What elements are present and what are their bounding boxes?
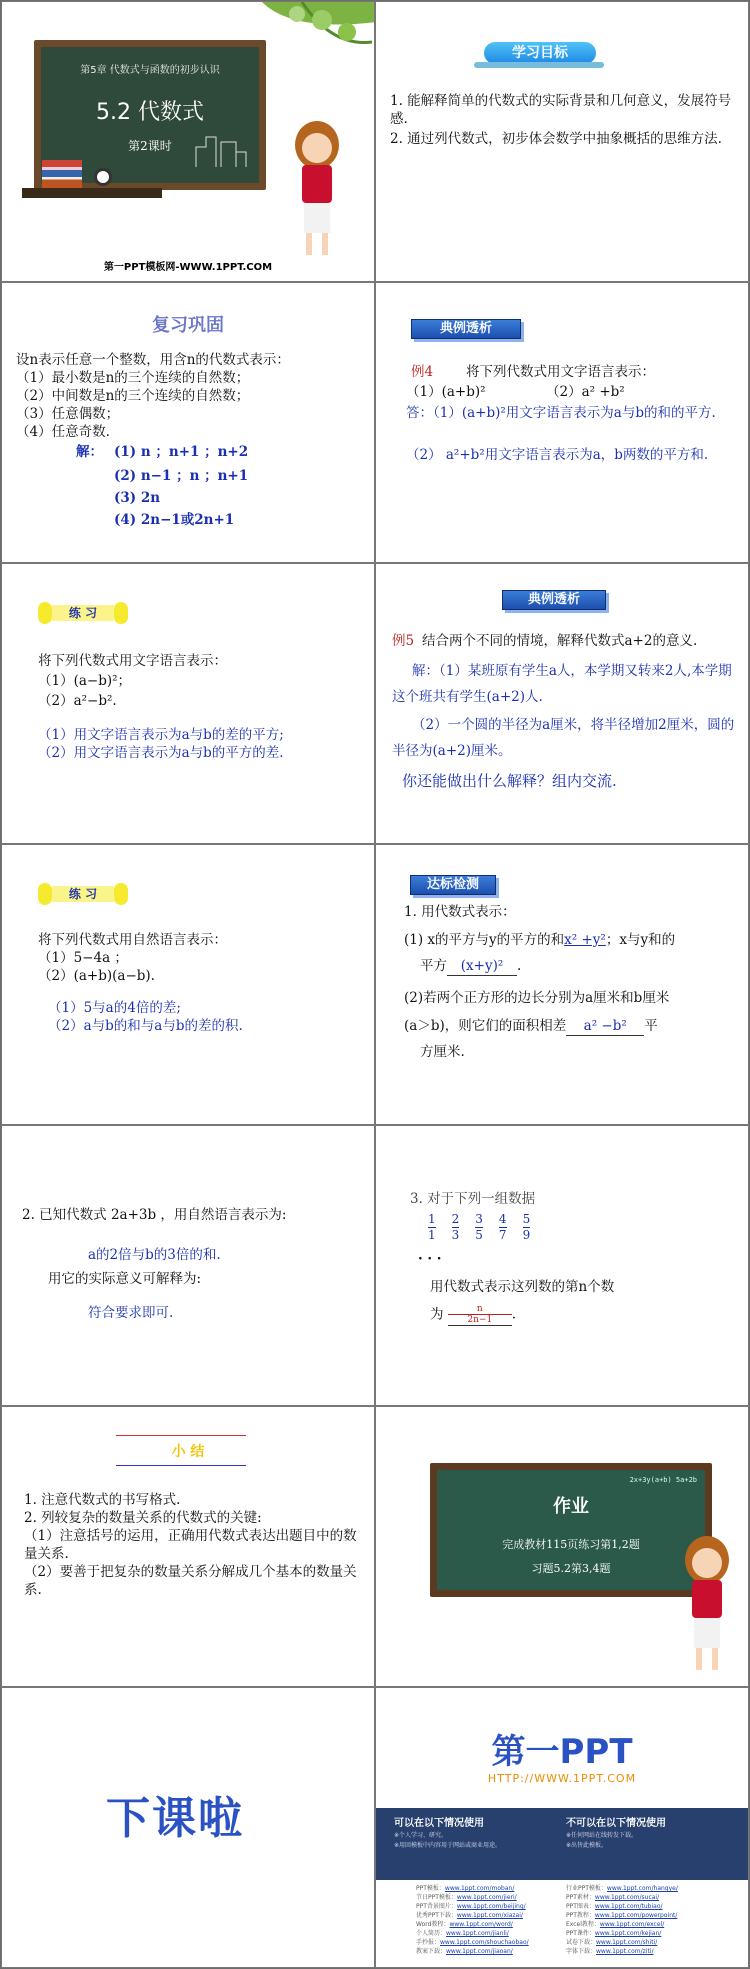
site-footer: 第一PPT模板网-WWW.1PPT.COM	[103, 262, 273, 273]
resource-link-row	[566, 1920, 678, 1929]
assessment-line-5: 方厘米.	[420, 1044, 465, 1060]
example-question: 结合两个不同的情境，解释代数式a+2的意义.	[422, 633, 698, 649]
fraction-denominator: 3	[451, 1228, 460, 1242]
resource-link-label: PPT课件：	[566, 1930, 595, 1937]
resource-link[interactable]: www.1ppt.com/shiti/	[596, 1939, 658, 1946]
teacher-illustration	[282, 120, 352, 260]
practice-answer: （2）a与b的和与a与b的差的积.	[48, 1018, 243, 1034]
resource-link[interactable]: www.1ppt.com/moban/	[444, 1885, 515, 1892]
example-answer: 解：（1）某班原有学生a人，本学期又转来2人,本学期这个班共有学生(a+2)人.	[392, 663, 732, 705]
ellipsis: · · ·	[418, 1251, 442, 1267]
resource-link-label: 试卷下载：	[566, 1939, 597, 1946]
board-scribble: 2x+3y(a+b) 5a+2b	[629, 1476, 697, 1484]
example-question: 将下列代数式用文字语言表示：	[466, 364, 655, 380]
assessment-text: (a＞b)，则它们的面积相差	[404, 1018, 567, 1034]
summary-item: 2. 列较复杂的数量关系的代数式的关键:	[24, 1510, 262, 1526]
resource-link-label: 教案下载：	[416, 1948, 447, 1955]
slide-example-4	[375, 282, 749, 563]
slide-grid	[1, 1, 749, 1968]
objective-2: 2. 通过列代数式，初步体会数学中抽象概括的思维方法.	[390, 131, 722, 147]
can-use-heading: 可以在以下情况使用	[394, 1818, 484, 1829]
resource-link-label: PPT教程：	[566, 1912, 595, 1919]
slide-credits	[375, 1687, 749, 1968]
practice-answer: （1）用文字语言表示为a与b的差的平方;	[38, 727, 284, 743]
slide-example-5	[375, 563, 749, 844]
resource-link[interactable]: www.1ppt.com/tubiao/	[594, 1903, 663, 1910]
slide-review	[1, 282, 375, 563]
slide-summary	[1, 1406, 375, 1687]
practice-answer: （2）用文字语言表示为a与b的平方的差.	[38, 745, 284, 761]
resource-link[interactable]: www.1ppt.com/excel/	[599, 1921, 665, 1928]
summary-rule	[116, 1435, 246, 1436]
resource-link[interactable]: www.1ppt.com/powerpoint/	[594, 1912, 678, 1919]
assessment-line-4	[404, 1017, 658, 1036]
answer-line: (3) 2n	[114, 490, 161, 506]
resource-link-label: 节日PPT模板：	[416, 1894, 457, 1901]
practice-tag-label: 练 习	[52, 605, 114, 621]
resource-link-label: PPT素材：	[566, 1894, 595, 1901]
links-right	[566, 1884, 678, 1956]
resource-link-label: 手抄报：	[416, 1939, 441, 1946]
fraction-numerator: 4	[498, 1212, 507, 1226]
resource-link-row	[416, 1947, 529, 1956]
practice-tag	[38, 602, 128, 624]
fraction-answer	[448, 1304, 512, 1326]
question-3-task: 用代数式表示这列数的第n个数	[430, 1279, 615, 1295]
fraction-numerator: 1	[428, 1212, 436, 1226]
assessment-text: .	[517, 958, 522, 974]
resource-link-label: 字体下载：	[566, 1948, 597, 1955]
slide-main-title: 5.2 代数式	[96, 100, 204, 125]
chalk-city-drawing	[191, 122, 251, 172]
resource-link-row	[566, 1929, 678, 1938]
example-number: 例5	[392, 633, 415, 649]
practice-question: 将下列代数式用自然语言表示：	[38, 932, 227, 948]
resource-link-row	[566, 1902, 678, 1911]
summary-item: （2）要善于把复杂的数量关系分解成几个基本的数量关系.	[24, 1564, 357, 1598]
answer-blank: a² −b²	[566, 1017, 644, 1036]
resource-link[interactable]: www.1ppt.com/xiazai/	[456, 1912, 523, 1919]
banner-underline	[474, 62, 604, 68]
assessment-text: (1) x的平方与y的平方的和	[404, 932, 565, 948]
homework-line: 完成教材115页练习第1,2题	[502, 1538, 640, 1551]
resource-link-label: Word教程：	[416, 1921, 450, 1928]
practice-tag-label: 练 习	[52, 886, 114, 902]
assessment-text: 平方	[420, 958, 447, 974]
assessment-line-2	[420, 957, 521, 976]
practice-answer: （1）5与a的4倍的差;	[48, 1000, 181, 1016]
lesson-label: 第2课时	[128, 139, 172, 153]
discussion-prompt: 你还能做出什么解释？组内交流.	[402, 772, 617, 790]
resource-link[interactable]: www.1ppt.com/jiaoan/	[446, 1948, 513, 1955]
example-answer: （2） a²+b²用文字语言表示为a，b两数的平方和.	[406, 447, 709, 463]
example-part: （2）a² +b²	[546, 384, 625, 400]
resource-link[interactable]: www.1ppt.com/word/	[449, 1921, 513, 1928]
resource-link-row	[416, 1929, 529, 1938]
assessment-line-3: (2)若两个正方形的边长分别为a厘米和b厘米	[404, 990, 670, 1006]
sequence-fraction	[452, 1212, 460, 1243]
example-number: 例4	[411, 364, 434, 380]
slide-practice-2	[1, 844, 375, 1125]
review-item: （4）任意奇数.	[16, 424, 110, 440]
assessment-text: ；x与y和的	[605, 932, 676, 948]
resource-link-label: 行业PPT模板：	[566, 1885, 607, 1892]
fraction-numerator: 3	[475, 1212, 483, 1226]
resource-link-row	[416, 1920, 529, 1929]
homework-line: 习题5.2第3,4题	[531, 1562, 611, 1575]
question-2: 2. 已知代数式 2a+3b ，用自然语言表示为:	[22, 1207, 287, 1223]
slide-end	[1, 1687, 375, 1968]
fraction-denominator: 7	[498, 1228, 507, 1242]
answer-blank: x² +y²	[564, 932, 606, 948]
resource-link-label: 优秀PPT下载：	[416, 1912, 457, 1919]
practice-part: （2）(a+b)(a−b).	[38, 968, 155, 984]
resource-link[interactable]: www.1ppt.com/kejian/	[594, 1930, 662, 1937]
review-question: 设n表示任意一个整数，用含n的代数式表示：	[16, 352, 290, 368]
resource-link-row	[566, 1884, 678, 1893]
resource-link-row	[566, 1947, 678, 1956]
slide-assessment	[375, 844, 749, 1125]
desk-edge	[22, 188, 162, 198]
assessment-question: 1. 用代数式表示：	[404, 904, 516, 920]
homework-title: 作业	[553, 1496, 589, 1517]
resource-link-row	[416, 1893, 529, 1902]
end-text: 下课啦	[106, 1793, 244, 1844]
answer-line: (2) n−1 ；n ；n+1	[114, 468, 249, 484]
chapter-label: 第5章 代数式与函数的初步认识	[80, 65, 220, 76]
fraction-denominator: 2n−1	[448, 1314, 512, 1325]
resource-link[interactable]: www.1ppt.com/sucai/	[594, 1894, 660, 1901]
question-3-answer-line	[430, 1304, 516, 1326]
slide-question-2	[1, 1125, 375, 1406]
summary-rule	[116, 1465, 246, 1466]
clock-icon	[94, 168, 112, 186]
resource-link-row	[566, 1893, 678, 1902]
answer-line: (1) n ；n+1 ；n+2	[114, 444, 249, 460]
assessment-text: 为	[430, 1306, 444, 1323]
fraction-denominator: 1	[428, 1228, 436, 1242]
teacher-illustration	[672, 1535, 742, 1675]
resource-link-label: PPT背景图片：	[416, 1903, 457, 1910]
assessment-line-1	[404, 931, 675, 949]
can-use-item: ※用回模板中内容用于网站或商业用途。	[394, 1842, 502, 1849]
cannot-use-item: ※出售此模板。	[566, 1842, 608, 1849]
fraction-denominator: 5	[475, 1228, 483, 1242]
links-left	[416, 1884, 529, 1956]
example-part: （1）(a+b)²	[406, 384, 486, 400]
sequence-fraction	[428, 1212, 436, 1243]
resource-link[interactable]: www.1ppt.com/shouchaobao/	[440, 1939, 529, 1946]
resource-link[interactable]: www.1ppt.com/ziti/	[596, 1948, 654, 1955]
objective-1: 1. 能解释简单的代数式的实际背景和几何意义，发展符号感.	[390, 93, 732, 127]
answer-2: 符合要求即可.	[88, 1305, 174, 1321]
slide-title	[1, 1, 375, 282]
summary-title: 小 结	[171, 1444, 205, 1460]
resource-link-row	[566, 1938, 678, 1947]
question-3: 3. 对于下列一组数据	[410, 1191, 536, 1207]
resource-link-label: 个人简历：	[416, 1930, 447, 1937]
logo-text: 第一PPT	[491, 1732, 633, 1772]
resource-link-label: PPT模板：	[416, 1885, 445, 1892]
sequence-fraction	[523, 1212, 531, 1243]
can-use-item: ※个人学习、研究。	[394, 1832, 448, 1839]
answer-label: 解：	[76, 444, 103, 460]
example-banner: 典例透析	[411, 319, 521, 339]
fraction-numerator: n	[476, 1304, 483, 1314]
example-answer: （2）一个圆的半径为a厘米，将半径增加2厘米，圆的半径为(a+2)厘米。	[392, 717, 735, 759]
example-banner: 典例透析	[502, 590, 606, 610]
practice-tag	[38, 883, 128, 905]
resource-link-row	[416, 1938, 529, 1947]
usage-panel	[376, 1808, 748, 1880]
fraction-numerator: 2	[451, 1212, 460, 1226]
logo-url: HTTP://WWW.1PPT.COM	[487, 1772, 637, 1785]
question-2-followup: 用它的实际意义可解释为:	[48, 1271, 202, 1287]
answer-1: a的2倍与b的3倍的和.	[88, 1247, 221, 1263]
number-sequence	[420, 1212, 538, 1243]
review-item: （2）中间数是n的三个连续的自然数；	[16, 388, 250, 404]
practice-part: （2）a²−b².	[38, 693, 117, 709]
cannot-use-item: ※任何网站在线转发下载。	[566, 1832, 638, 1839]
example-answer: 答：（1）(a+b)²用文字语言表示为a与b的和的平方.	[406, 405, 716, 421]
summary-item: （1）注意括号的运用，正确用代数式表达出题目中的数量关系.	[24, 1528, 357, 1562]
answer-blank: (x+y)²	[447, 957, 517, 976]
sequence-fraction	[499, 1212, 507, 1243]
fraction-numerator: 5	[522, 1212, 531, 1226]
assessment-text: 平	[644, 1018, 658, 1034]
resource-link-row	[416, 1911, 529, 1920]
objectives-banner: 学习目标	[484, 42, 596, 64]
books-stack	[42, 160, 82, 188]
slide-question-3	[375, 1125, 749, 1406]
resource-link[interactable]: www.1ppt.com/jieri/	[456, 1894, 517, 1901]
sequence-fraction	[475, 1212, 483, 1243]
review-item: （1）最小数是n的三个连续的自然数；	[16, 370, 250, 386]
resource-link[interactable]: www.1ppt.com/jianli/	[446, 1930, 509, 1937]
practice-part: （1）(a−b)²；	[38, 673, 132, 689]
answer-line: (4) 2n−1或2n+1	[114, 512, 235, 528]
fraction-denominator: 9	[522, 1228, 531, 1242]
practice-question: 将下列代数式用文字语言表示：	[38, 653, 227, 669]
homework-board	[430, 1463, 712, 1597]
slide-homework	[375, 1406, 749, 1687]
assessment-banner: 达标检测	[410, 875, 496, 895]
resource-link[interactable]: www.1ppt.com/hangye/	[606, 1885, 678, 1892]
resource-link-row	[566, 1911, 678, 1920]
slide-practice-1	[1, 563, 375, 844]
review-item: （3）任意偶数；	[16, 406, 120, 422]
resource-link-row	[416, 1902, 529, 1911]
resource-link-label: Excel教程：	[566, 1921, 600, 1928]
summary-item: 1. 注意代数式的书写格式.	[24, 1492, 181, 1508]
resource-link[interactable]: www.1ppt.com/beijing/	[456, 1903, 526, 1910]
cannot-use-heading: 不可以在以下情况使用	[566, 1818, 666, 1829]
assessment-text: .	[511, 1306, 517, 1323]
resource-link-label: PPT图表：	[566, 1903, 595, 1910]
review-title: 复习巩固	[152, 315, 224, 336]
resource-link-row	[416, 1884, 529, 1893]
slide-objectives	[375, 1, 749, 282]
practice-part: （1）5−4a ；	[38, 950, 128, 966]
